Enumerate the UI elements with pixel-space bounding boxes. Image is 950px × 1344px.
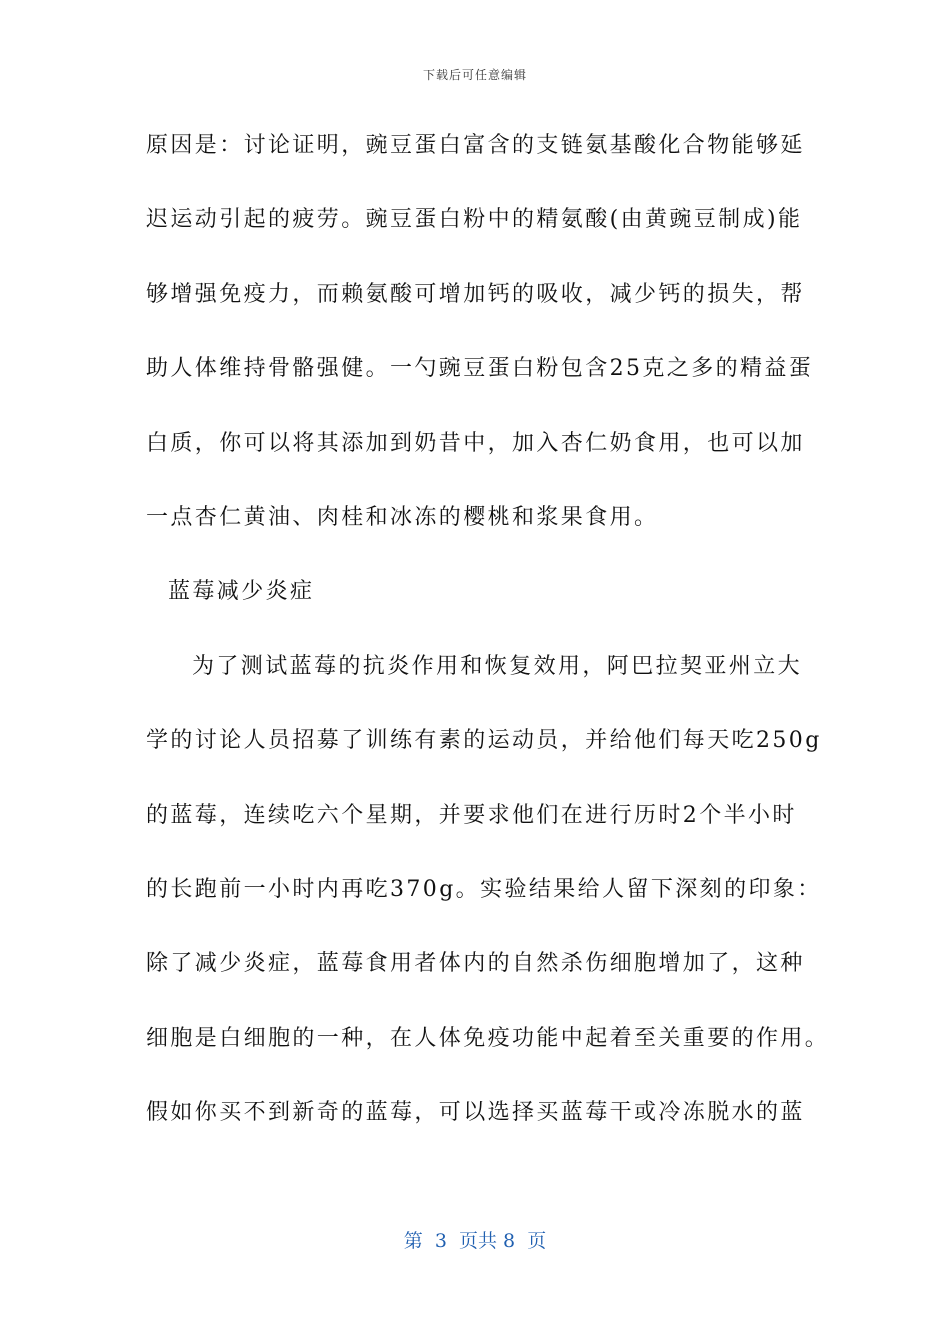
paragraph-line: 细胞是白细胞的一种，在人体免疫功能中起着至关重要的作用。 (146, 1025, 830, 1051)
paragraph-line: 除了减少炎症，蓝莓食用者体内的自然杀伤细胞增加了，这种 (146, 951, 805, 977)
paragraph-line: 为了测试蓝莓的抗炎作用和恢复效用，阿巴拉契亚州立大 (192, 653, 803, 679)
paragraph-line: 够增强免疫力，而赖氨酸可增加钙的吸收，减少钙的损失，帮 (146, 281, 805, 307)
paragraph-line: 假如你买不到新奇的蓝莓，可以选择买蓝莓干或冷冻脱水的蓝 (146, 1100, 805, 1126)
page-header: 下载后可任意编辑 (422, 68, 527, 82)
paragraph-line: 的长跑前一小时内再吃370g。实验结果给人留下深刻的印象： (146, 876, 822, 902)
document-body (146, 127, 830, 1168)
paragraph-line: 原因是：讨论证明，豌豆蛋白富含的支链氨基酸化合物能够延 (146, 133, 805, 158)
section-heading: 蓝莓减少炎症 (168, 579, 315, 605)
paragraph-line: 的蓝莓，连续吃六个星期，并要求他们在进行历时2个半小时 (146, 802, 797, 828)
paragraph-line: 一点杏仁黄油、肉桂和冰冻的樱桃和浆果食用。 (146, 504, 659, 530)
paragraph-line: 白质，你可以将其添加到奶昔中，加入杏仁奶食用，也可以加 (146, 430, 805, 456)
page-number-footer: 第 3 页共 8 页 (403, 1230, 547, 1252)
paragraph-line: 助人体维持骨骼强健。一勺豌豆蛋白粉包含25克之多的精益蛋 (146, 356, 814, 382)
paragraph-line: 学的讨论人员招募了训练有素的运动员，并给他们每天吃250g (146, 728, 822, 754)
paragraph-line: 迟运动引起的疲劳。豌豆蛋白粉中的精氨酸(由黄豌豆制成)能 (146, 207, 803, 233)
